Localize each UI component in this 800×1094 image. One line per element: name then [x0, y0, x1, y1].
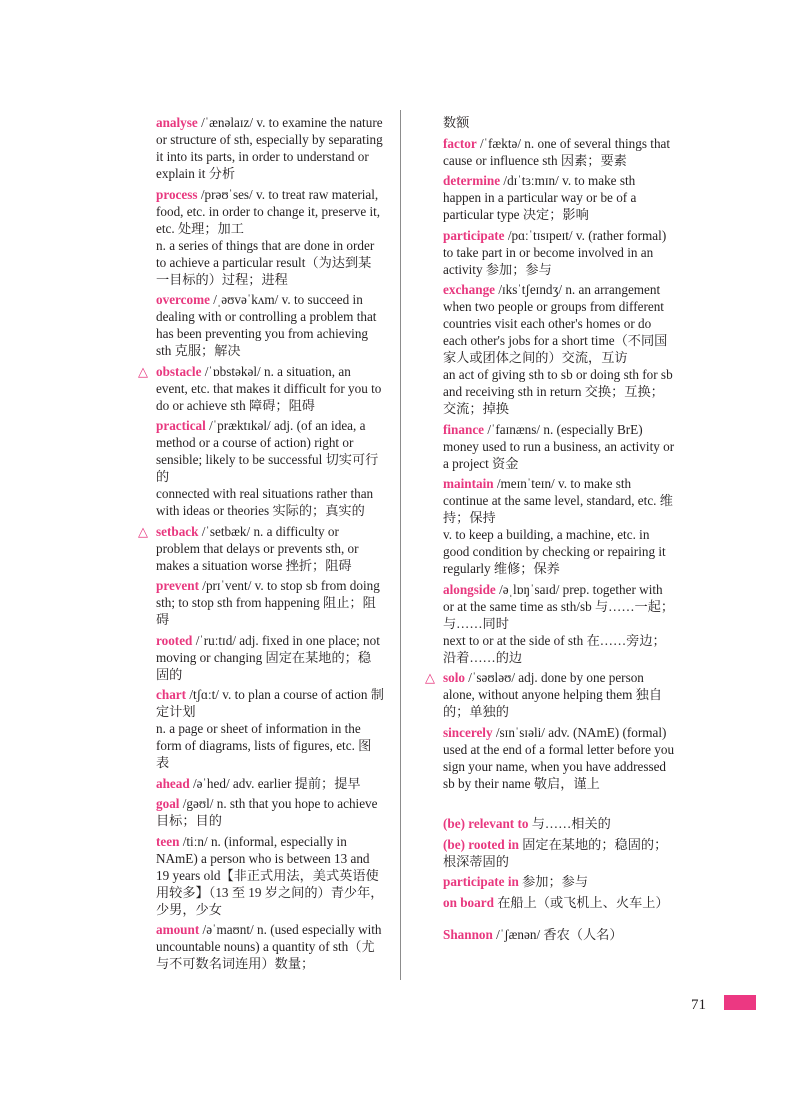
phrase-headword: on board [443, 894, 494, 910]
entry-definition [156, 291, 384, 359]
headword: alongside [443, 581, 496, 597]
additional-sense: n. a page or sheet of information in the form of diagrams, lists of figures, etc. 图表 [156, 721, 372, 770]
triangle-icon: △ [138, 363, 148, 379]
vocab-entry [156, 291, 384, 359]
vocab-entry [138, 363, 384, 414]
definition-text: /gəʊl/ n. sth that you hope to achieve 目标；目的 [156, 796, 378, 828]
definition-text: /əˈmaʊnt/ n. (used especially with uncountable nouns) a quantity of sth（尤与不可数名词连用）数量； [156, 922, 382, 971]
definition-text: /prɪˈvent/ v. to stop sb from doing sth; to stop sth from happening 阻止；阻碍 [156, 578, 380, 627]
vocab-entry [156, 795, 384, 829]
headword: sincerely [443, 724, 493, 740]
entry-definition [156, 417, 384, 485]
headword: factor [443, 135, 477, 151]
vocab-entry [156, 114, 384, 182]
page-number: 71 [691, 997, 706, 1013]
name-pronunciation: /ˈʃænən/ 香农（人名） [492, 927, 623, 942]
vocab-entry [425, 669, 675, 720]
phrase-headword: (be) relevant to [443, 816, 529, 831]
headword: maintain [443, 476, 494, 491]
vocab-entry [156, 833, 384, 918]
page-number-bar [724, 995, 756, 1010]
definition-text: /ˈpræktɪkəl/ adj. (of an idea, a method or a course of action) right or sensible; likely to be successful 切实可行的 [156, 418, 379, 484]
headword: rooted [156, 632, 193, 648]
entry-definition [156, 114, 384, 182]
definition-text: /pɑːˈtɪsɪpeɪt/ v. (rather formal) to take part in or become involved in an activity 参加；参与 [443, 227, 667, 277]
triangle-icon: △ [138, 523, 148, 539]
headword: obstacle [156, 363, 202, 379]
headword: goal [156, 796, 180, 811]
headword: ahead [156, 775, 190, 791]
headword: chart [156, 687, 187, 702]
entry-definition [443, 421, 675, 472]
headword: analyse [156, 115, 198, 130]
triangle-icon: △ [425, 670, 435, 685]
entry-definition [156, 686, 384, 720]
phrase-meaning: 在船上（或飞机上、火车上） [493, 894, 669, 910]
vocab-entry [443, 581, 675, 666]
definition-text: /meɪnˈteɪn/ v. to make sth continue at the same level, standard, etc. 维持；保持 [443, 476, 673, 525]
vocab-entry [156, 921, 384, 972]
definition-text: /dɪˈtɜːmɪn/ v. to make sth happen in a particular way or be of a particular type 决定；影响 [443, 173, 637, 222]
right-column [425, 104, 675, 943]
headword: practical [156, 418, 206, 433]
entry-definition [443, 281, 675, 366]
additional-sense: v. to keep a building, a machine, etc. in good condition by checking or repairing it regularly 维修；保养 [443, 527, 666, 576]
definition-text: /ˈænəlaɪz/ v. to examine the nature or structure of sth, especially by separating it into its parts, in order to understand or explain it 分析 [156, 115, 383, 181]
entry-definition [138, 363, 384, 414]
entry-definition [443, 227, 675, 278]
definition-text: /tiːn/ n. (informal, especially in NAmE) a person who is between 13 and 19 years old【非正式用法，美式英语使用较多】（13 至 19 岁之间的）青少年，少男，少女 [156, 833, 384, 917]
definition-text: /əˈhed/ adv. earlier 提前；提早 [189, 775, 361, 791]
vocab-entry [156, 186, 384, 288]
entry-definition [156, 795, 384, 829]
column-divider [400, 110, 401, 980]
definition-text: /ˈsəʊləʊ/ adj. done by one person alone, without anyone helping them 独自的；单独的 [443, 670, 663, 719]
vocab-entry [156, 577, 384, 628]
entry-definition [156, 632, 384, 683]
definition-text: /tʃɑːt/ v. to plan a course of action 制定计划 [156, 687, 384, 719]
phrase-headword: participate in [443, 874, 519, 889]
vocab-entry [156, 686, 384, 771]
definition-text: /əˌlɒŋˈsaɪd/ prep. together with or at the same time as sth/sb 与……一起；与……同时 [443, 581, 675, 631]
phrase-meaning: 与……相关的 [528, 816, 611, 831]
additional-sense: next to or at the side of sth 在……旁边；沿着……的边 [443, 632, 666, 665]
vocab-entry [443, 281, 675, 417]
entry-definition [156, 577, 384, 628]
definition-text: /ˌəʊvəˈkʌm/ v. to succeed in dealing with or controlling a problem that has been preventing you from achieving sth 克服；解决 [156, 292, 377, 358]
continued-text: 数额 [443, 115, 470, 130]
headword: prevent [156, 578, 199, 593]
vocab-entry [156, 417, 384, 519]
vocab-entry [443, 475, 675, 577]
vocab-entry [156, 632, 384, 683]
definition-text: /sɪnˈsɪəli/ adv. (NAmE) (formal) used at the end of a formal letter before you sign your name, when you have addressed sb by their name 敬启，谨上 [443, 724, 675, 791]
left-entry-list [138, 114, 384, 972]
headword: process [156, 186, 198, 202]
definition-text: /ˈfæktə/ n. one of several things that cause or influence sth 因素；要素 [443, 135, 671, 168]
entry-definition [156, 775, 384, 792]
headword: participate [443, 227, 505, 243]
additional-sense: an act of giving sth to sb or doing sth for sb and receiving sth in return 交换；互换；交流；掉换 [443, 367, 673, 416]
entry-definition [443, 172, 675, 223]
headword: exchange [443, 282, 496, 297]
phrase-list [443, 815, 675, 911]
headword: amount [156, 922, 200, 937]
phrase-entry [443, 815, 675, 832]
name-headword: Shannon [443, 927, 493, 942]
headword: solo [443, 670, 465, 685]
vocab-entry [156, 775, 384, 792]
vocab-entry [443, 135, 675, 169]
left-column [138, 104, 384, 972]
phrase-entry [443, 836, 675, 870]
entry-definition [425, 669, 675, 720]
entry-definition [443, 724, 675, 792]
section-gap [443, 792, 675, 812]
phrase-entry [443, 873, 675, 890]
entry-definition [443, 475, 675, 526]
phrase-meaning: 固定在某地的；稳固的；根深蒂固的 [443, 836, 668, 869]
entry-definition [443, 135, 675, 169]
definition-text: /ˈruːtɪd/ adj. fixed in one place; not moving or changing 固定在某地的；稳固的 [156, 632, 380, 682]
phrase-meaning: 参加；参与 [518, 874, 589, 889]
vocab-entry [443, 724, 675, 792]
vocab-entry [443, 421, 675, 472]
right-entry-list [425, 135, 675, 792]
headword: setback [156, 523, 199, 539]
entry-definition [156, 921, 384, 972]
phrase-headword: (be) rooted in [443, 836, 519, 852]
vocab-entry [138, 523, 384, 574]
headword: determine [443, 173, 501, 188]
entry-definition [156, 833, 384, 918]
entry-definition [443, 581, 675, 632]
name-entry [443, 926, 675, 943]
headword: overcome [156, 292, 210, 307]
headword: teen [156, 833, 180, 849]
definition-text: /prəʊˈses/ v. to treat raw material, food, etc. in order to change it, preserve it, etc. 处理；加工 [156, 186, 381, 236]
additional-sense: connected with real situations rather than with ideas or theories 实际的；真实的 [156, 486, 374, 518]
definition-text: /ˈfaɪnæns/ n. (especially BrE) money used to run a business, an activity or a project 资金 [443, 421, 675, 471]
definition-text: /ˈɒbstəkəl/ n. a situation, an event, etc. that makes it difficult for you to do or achieve sth 障碍；阻碍 [156, 363, 382, 413]
headword: finance [443, 421, 485, 437]
vocab-entry [443, 227, 675, 278]
definition-text: /ɪksˈtʃeɪndʒ/ n. an arrangement when two people or groups from different countries visit each other's homes or do each other's jobs for a short time（不同国家人或团体之间的）交流，互访 [443, 282, 668, 365]
additional-sense: n. a series of things that are done in order to achieve a particular result（为达到某一目标的）过程；进程 [156, 237, 375, 287]
entry-definition [138, 523, 384, 574]
phrase-entry [443, 894, 675, 911]
section-gap [443, 911, 675, 923]
vocab-entry [443, 172, 675, 223]
definition-text: /ˈsetbæk/ n. a difficulty or problem that delays or prevents sth, or makes a situation worse 挫折；阻碍 [156, 523, 359, 573]
entry-definition [156, 186, 384, 237]
